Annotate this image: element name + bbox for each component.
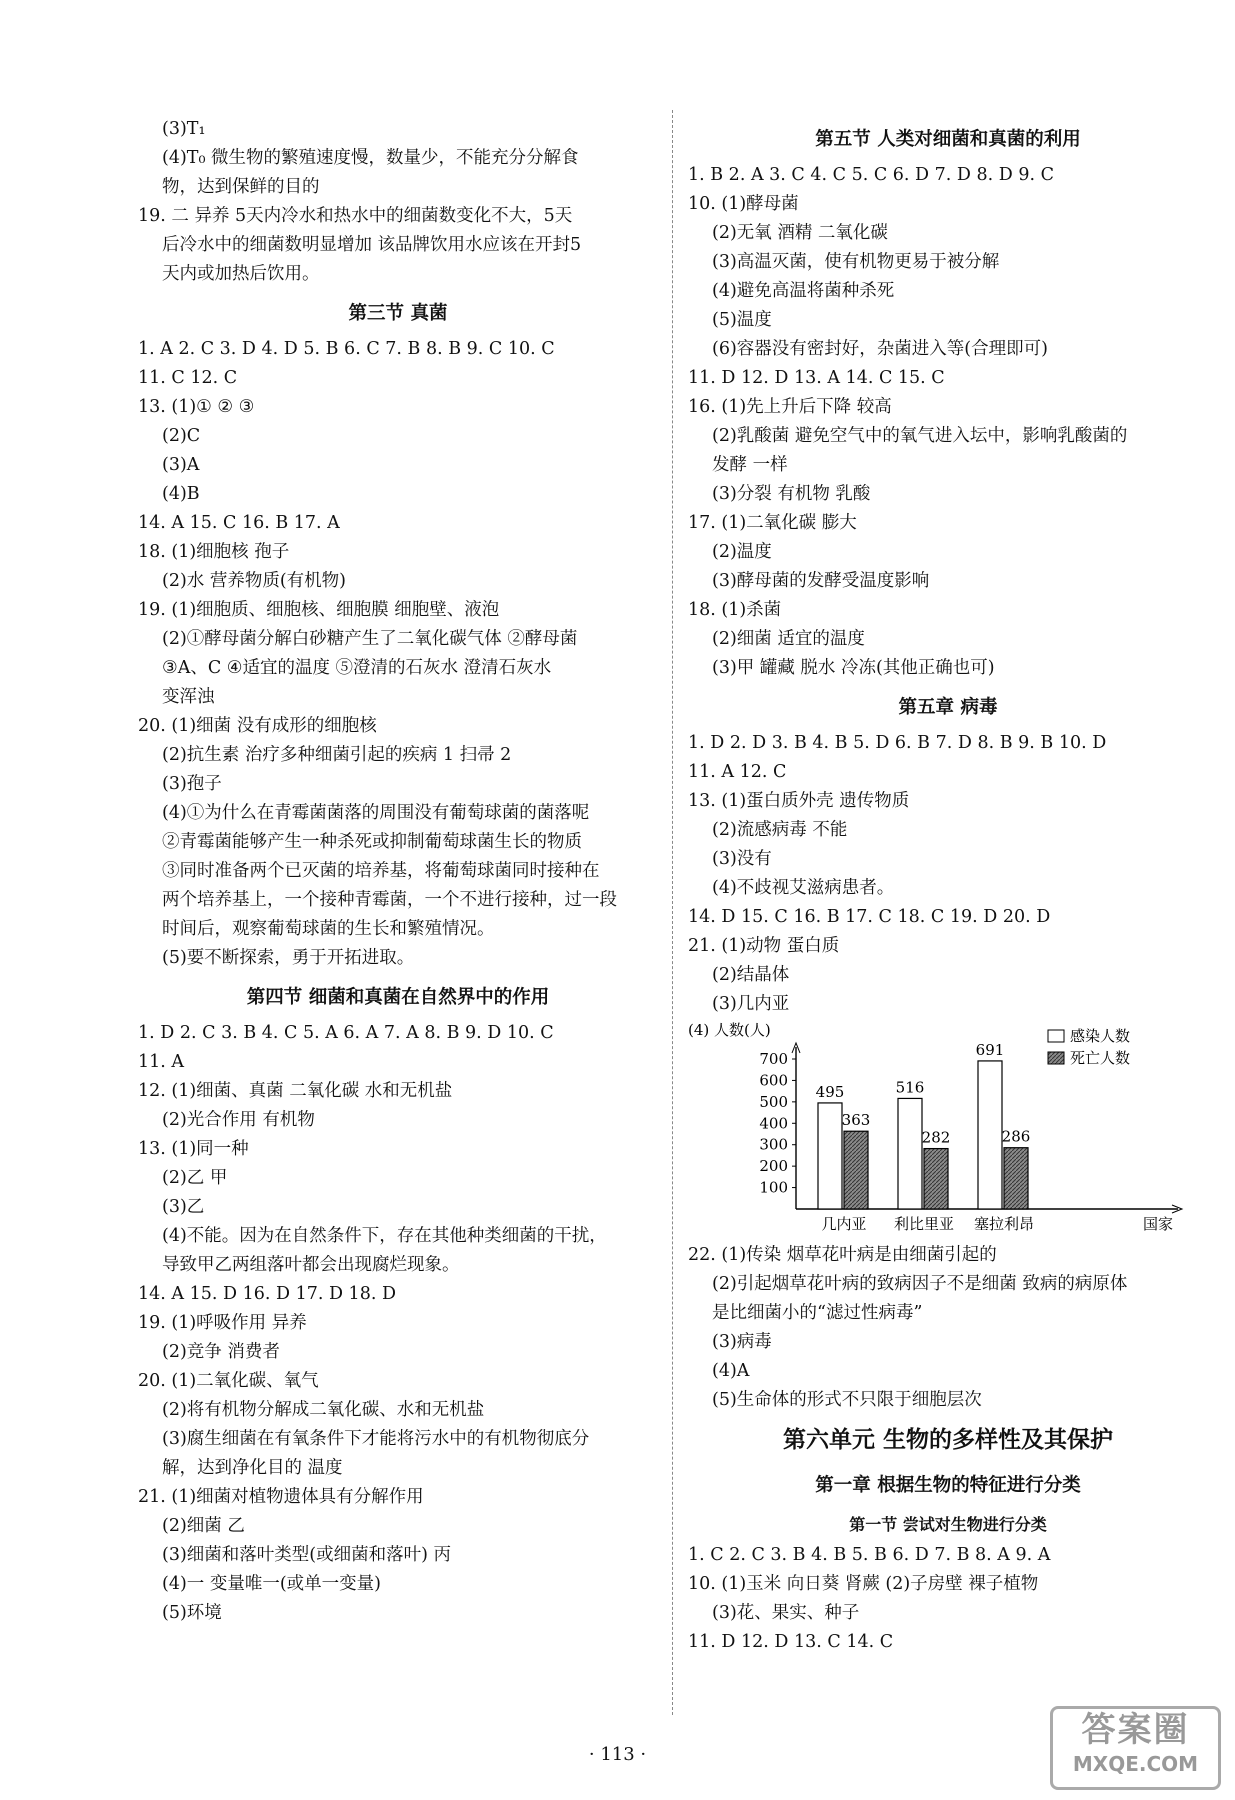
answer-line: (2)竞争 消费者	[162, 1342, 280, 1362]
bar-deaths	[1004, 1148, 1028, 1209]
answer-line: 11. C 12. C	[138, 368, 238, 388]
x-tick-label: 塞拉利昂	[973, 1215, 1035, 1233]
answer-line: (4)A	[712, 1361, 750, 1381]
x-axis-label: 国家	[1142, 1215, 1174, 1233]
answer-line: 变浑浊	[162, 687, 215, 707]
bar-value-label: 282	[921, 1128, 951, 1147]
answer-line: (2)乳酸菌 避免空气中的氧气进入坛中，影响乳酸菌的	[712, 426, 1128, 446]
section-heading: 第五节 人类对细菌和真菌的利用	[815, 129, 1081, 150]
bar-infected	[818, 1103, 842, 1209]
answer-line: (2)将有机物分解成二氧化碳、水和无机盐	[162, 1400, 485, 1420]
answer-line: 两个培养基上，一个接种青霉菌，一个不进行接种，过一段	[162, 890, 617, 910]
answer-line: ③A、C ④适宜的温度 ⑤澄清的石灰水 澄清石灰水	[162, 658, 552, 678]
bar-value-label: 691	[975, 1040, 1005, 1059]
answer-line: (4)一 变量唯一(或单一变量)	[162, 1574, 382, 1594]
y-tick-label: 600	[759, 1071, 788, 1090]
answer-line: (3)酵母菌的发酵受温度影响	[712, 571, 930, 591]
legend-swatch	[1048, 1052, 1064, 1064]
column-divider	[672, 110, 673, 1715]
answer-line: 是比细菌小的“滤过性病毒”	[712, 1303, 923, 1323]
answer-line: (3)病毒	[712, 1332, 772, 1352]
answer-line: (3)腐生细菌在有氧条件下才能将污水中的有机物彻底分	[162, 1429, 590, 1449]
x-tick-label: 几内亚	[821, 1215, 867, 1233]
answer-line: (4)B	[162, 484, 200, 504]
watermark-line1: 答案圈	[1081, 1710, 1190, 1750]
answer-line: (3)花、果实、种子	[712, 1603, 860, 1623]
answer-line: (4)不歧视艾滋病患者。	[712, 878, 895, 898]
y-tick-label: 300	[759, 1135, 788, 1154]
answer-line: (4)①为什么在青霉菌菌落的周围没有葡萄球菌的菌落呢	[162, 803, 590, 823]
answer-line: 时间后，观察葡萄球菌的生长和繁殖情况。	[162, 919, 495, 939]
answer-line: 导致甲乙两组落叶都会出现腐烂现象。	[162, 1255, 460, 1275]
answer-line: 19. (1)细胞质、细胞核、细胞膜 细胞壁、液泡	[138, 600, 500, 620]
answer-line: 17. (1)二氧化碳 膨大	[688, 513, 857, 533]
answer-line: 13. (1)蛋白质外壳 遗传物质	[688, 791, 910, 811]
answer-line: (3)高温灭菌，使有机物更易于被分解	[712, 252, 1000, 272]
answer-line: (3)A	[162, 455, 200, 475]
section-heading: 第四节 细菌和真菌在自然界中的作用	[246, 987, 550, 1008]
answer-line: 20. (1)细菌 没有成形的细胞核	[138, 716, 377, 736]
answer-line: 18. (1)细胞核 孢子	[138, 542, 290, 562]
answer-line: 1. C 2. C 3. B 4. B 5. B 6. D 7. B 8. A 9. A	[688, 1545, 1051, 1565]
x-tick-label: 利比里亚	[893, 1215, 955, 1233]
answer-line: (2)结晶体	[712, 965, 790, 985]
section-heading: 第三节 真菌	[348, 303, 448, 324]
answer-line: 11. A 12. C	[688, 762, 787, 782]
answer-line: 10. (1)玉米 向日葵 肾蕨 (2)子房壁 裸子植物	[688, 1574, 1039, 1594]
answer-line: (3)分裂 有机物 乳酸	[712, 484, 871, 504]
answer-line: (3)乙	[162, 1197, 205, 1217]
answer-line: (4)避免高温将菌种杀死	[712, 281, 895, 301]
bar-deaths	[924, 1149, 948, 1209]
answer-line: (4)不能。因为在自然条件下，存在其他种类细菌的干扰，	[162, 1226, 607, 1246]
answer-line: 1. A 2. C 3. D 4. D 5. B 6. C 7. B 8. B 9. C 10. C	[138, 339, 555, 359]
answer-line: (2)乙 甲	[162, 1168, 228, 1188]
answer-line: (2)①酵母菌分解白砂糖产生了二氧化碳气体 ②酵母菌	[162, 629, 578, 649]
answer-line: (3)没有	[712, 849, 772, 869]
right-column	[688, 115, 1208, 1657]
answer-line: 21. (1)细菌对植物遗体具有分解作用	[138, 1487, 424, 1507]
answer-line: 22. (1)传染 烟草花叶病是由细菌引起的	[688, 1245, 997, 1265]
watermark-line2: MXQE.COM	[1072, 1752, 1199, 1776]
bar-value-label: 363	[841, 1111, 871, 1130]
answer-line: ③同时准备两个已灭菌的培养基，将葡萄球菌同时接种在	[162, 861, 600, 881]
bar-value-label: 286	[1001, 1127, 1031, 1146]
answer-line: (5)温度	[712, 310, 772, 330]
answer-line: (5)环境	[162, 1603, 222, 1623]
answer-line: (2)流感病毒 不能	[712, 820, 848, 840]
answer-line: (3)T₁	[162, 119, 206, 139]
subsection-heading: 第一节 尝试对生物进行分类	[849, 1515, 1047, 1534]
left-column	[138, 115, 658, 1628]
legend-swatch	[1048, 1030, 1064, 1042]
answer-line: 13. (1)① ② ③	[138, 397, 255, 417]
answer-line: (2)无氧 酒精 二氧化碳	[712, 223, 888, 243]
answer-line: (5)要不断探索，勇于开拓进取。	[162, 948, 415, 968]
answer-line: 11. D 12. D 13. A 14. C 15. C	[688, 368, 945, 388]
chart-label-prefix: (4)	[688, 1021, 710, 1039]
answer-line: (2)细菌 乙	[162, 1516, 245, 1536]
answer-line: (3)几内亚	[712, 994, 790, 1014]
answer-line: (3)孢子	[162, 774, 222, 794]
y-axis-label: 人数(人)	[714, 1021, 771, 1039]
answer-line: 解，达到净化目的 温度	[162, 1458, 343, 1478]
answer-line: (3)甲 罐藏 脱水 冷冻(其他正确也可)	[712, 658, 995, 678]
answer-line: (4)T₀ 微生物的繁殖速度慢，数量少，不能充分分解食	[162, 148, 579, 168]
bar-infected	[898, 1098, 922, 1209]
answer-line: 物，达到保鲜的目的	[162, 177, 320, 197]
answer-line: 21. (1)动物 蛋白质	[688, 936, 840, 956]
legend-label: 死亡人数	[1070, 1049, 1131, 1067]
answer-line: ②青霉菌能够产生一种杀死或抑制葡萄球菌生长的物质	[162, 832, 582, 852]
watermark-logo	[1050, 1706, 1221, 1790]
answer-line: 14. A 15. D 16. D 17. D 18. D	[138, 1284, 396, 1304]
answer-line: 11. D 12. D 13. C 14. C	[688, 1632, 894, 1652]
answer-line: 12. (1)细菌、真菌 二氧化碳 水和无机盐	[138, 1081, 453, 1101]
answer-line: 1. B 2. A 3. C 4. C 5. C 6. D 7. D 8. D 9. C	[688, 165, 1054, 185]
bar-chart	[688, 1019, 1208, 1241]
bar-infected	[978, 1061, 1002, 1209]
y-tick-label: 500	[759, 1092, 788, 1111]
answer-line: 发酵 一样	[712, 455, 788, 475]
answer-line: 1. D 2. D 3. B 4. B 5. D 6. B 7. D 8. B 9. B 10. D	[688, 733, 1107, 753]
y-tick-label: 100	[759, 1178, 788, 1197]
answer-line: 14. D 15. C 16. B 17. C 18. C 19. D 20. D	[688, 907, 1051, 927]
answer-line: 16. (1)先上升后下降 较高	[688, 397, 892, 417]
answer-line: (2)抗生素 治疗多种细菌引起的疾病 1 扫帚 2	[162, 745, 512, 765]
unit-heading: 第六单元 生物的多样性及其保护	[782, 1427, 1113, 1453]
answer-line: 14. A 15. C 16. B 17. A	[138, 513, 340, 533]
section-heading: 第五章 病毒	[898, 697, 998, 718]
answer-line: (2)细菌 适宜的温度	[712, 629, 865, 649]
chart-container	[688, 1019, 1208, 1241]
answer-line: (3)细菌和落叶类型(或细菌和落叶) 丙	[162, 1545, 452, 1565]
page-number: · 113 ·	[588, 1744, 647, 1765]
answer-line: 19. 二 异养 5天内冷水和热水中的细菌数变化不大，5天	[138, 206, 573, 226]
bar-value-label: 495	[815, 1082, 845, 1101]
legend-label: 感染人数	[1070, 1027, 1131, 1045]
y-tick-label: 400	[759, 1114, 788, 1133]
answer-line: 11. A	[138, 1052, 185, 1072]
answer-line: (6)容器没有密封好，杂菌进入等(合理即可)	[712, 339, 1048, 359]
answer-line: 19. (1)呼吸作用 异养	[138, 1313, 307, 1333]
answer-line: 13. (1)同一种	[138, 1139, 249, 1159]
answer-line: 18. (1)杀菌	[688, 600, 782, 620]
answer-line: (2)水 营养物质(有机物)	[162, 571, 347, 591]
answer-line: 10. (1)酵母菌	[688, 194, 799, 214]
answer-line: (2)C	[162, 426, 201, 446]
answer-line: (2)温度	[712, 542, 772, 562]
answer-line: 后冷水中的细菌数明显增加 该品牌饮用水应该在开封5	[162, 235, 582, 255]
answer-line: (2)引起烟草花叶病的致病因子不是细菌 致病的病原体	[712, 1274, 1128, 1294]
answer-line: (5)生命体的形式不只限于细胞层次	[712, 1390, 982, 1410]
answer-line: (2)光合作用 有机物	[162, 1110, 315, 1130]
answer-line: 20. (1)二氧化碳、氧气	[138, 1371, 319, 1391]
y-tick-label: 200	[759, 1157, 788, 1176]
answer-line: 天内或加热后饮用。	[162, 264, 320, 284]
y-tick-label: 700	[759, 1050, 788, 1068]
answer-line: 1. D 2. C 3. B 4. C 5. A 6. A 7. A 8. B 9. D 10. C	[138, 1023, 554, 1043]
bar-value-label: 516	[895, 1078, 925, 1097]
bar-deaths	[844, 1131, 868, 1209]
section-heading: 第一章 根据生物的特征进行分类	[815, 1475, 1081, 1496]
